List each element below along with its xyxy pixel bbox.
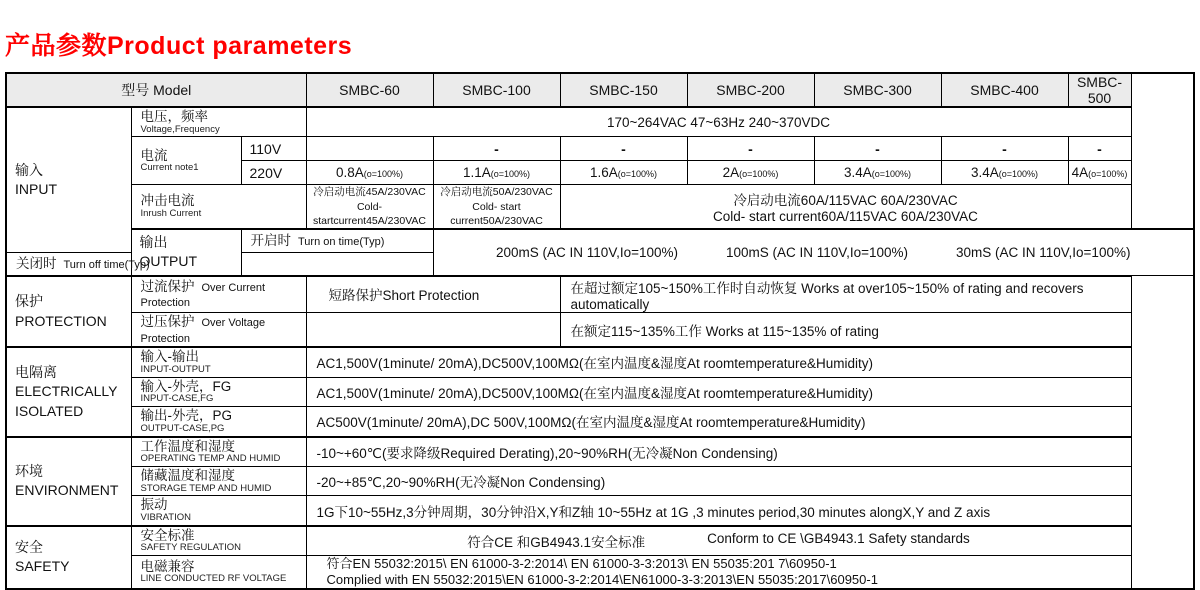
over-current-label: 过流保护 Over Current Protection <box>131 276 306 313</box>
current-label: 电流 Current note1 <box>131 137 241 185</box>
page-title: 产品参数Product parameters <box>5 32 353 60</box>
product-parameters-table <box>5 72 1195 590</box>
model-col-smbc-300: SMBC-300 <box>814 73 941 107</box>
row-input-output <box>6 347 1194 377</box>
model-col-smbc-100: SMBC-100 <box>433 73 560 107</box>
storage-temp-value: -20~+85℃,20~90%RH(无冷凝Non Condensing) <box>306 467 1131 496</box>
row-operating-temp <box>6 437 1194 467</box>
section-safety: 安全 SAFETY <box>6 526 131 589</box>
row-current-110v <box>6 137 1194 161</box>
row-inrush-current <box>6 185 1194 229</box>
output-case-label: 输出-外壳，PG OUTPUT-CASE,PG <box>131 407 306 437</box>
row-output-case <box>6 407 1194 437</box>
current-110v-cell: - <box>814 137 941 161</box>
input-output-label: 输入-输出 INPUT-OUTPUT <box>131 347 306 377</box>
model-col-smbc-150: SMBC-150 <box>560 73 687 107</box>
inrush-rest-cell: 冷启动电流60A/115VAC 60A/230VAC Cold- start current60A/115VAC 60A/230VAC <box>560 185 1131 229</box>
over-voltage-empty-cell <box>306 312 560 347</box>
section-input-en: INPUT <box>15 181 57 198</box>
output-case-value: AC500V(1minute/ 20mA),DC 500V,100MΩ(在室内温度&湿度At roomtemperature&Humidity) <box>306 407 1131 437</box>
table-header-row <box>6 73 1194 107</box>
input-case-value: AC1,500V(1minute/ 20mA),DC500V,100MΩ(在室内温度&湿度At roomtemperature&Humidity) <box>306 377 1131 406</box>
over-voltage-value: 在额定115~135%工作 Works at 115~135% of rating <box>560 312 1131 347</box>
vibration-label: 振动 VIBRATION <box>131 496 306 526</box>
current-220v-cell: 4A(o=100%) <box>1068 161 1131 185</box>
inrush-current-label: 冲击电流 Inrush Current <box>131 185 306 229</box>
vibration-value: 1G下10~55Hz,3分钟周期，30分钟沿X,Y和Z轴 10~55Hz at 1G ,3 minutes period,30 minutes alongX,Y and Z axis <box>306 496 1131 526</box>
section-input-zh: 输入 <box>15 161 43 178</box>
current-110v-cell: - <box>433 137 560 161</box>
current-220v-cell: 1.1A(o=100%) <box>433 161 560 185</box>
input-output-value: AC1,500V(1minute/ 20mA),DC500V,100MΩ(在室内温度&湿度At roomtemperature&Humidity) <box>306 347 1131 377</box>
current-110v-cell: - <box>560 137 687 161</box>
row-turn-on-time <box>6 229 1194 253</box>
turn-on-time-label: 开启时 Turn on time(Typ) <box>241 229 433 253</box>
current-110v-cell: - <box>687 137 814 161</box>
current-220v-cell: 2A(o=100%) <box>687 161 814 185</box>
section-environment: 环境 ENVIRONMENT <box>6 437 131 526</box>
short-protection-value: 短路保护Short Protection <box>306 276 560 313</box>
current-220v-cell: 3.4A(o=100%) <box>814 161 941 185</box>
row-voltage-frequency <box>6 107 1194 137</box>
safety-regulation-value: 符合CE 和GB4943.1安全标准 Conform to CE \GB4943.1 Safety standards <box>306 526 1131 556</box>
safety-regulation-label: 安全标准 SAFETY REGULATION <box>131 526 306 556</box>
current-220v-label: 220V <box>241 161 306 185</box>
operating-temp-value: -10~+60℃(要求降级Required Derating),20~90%RH(无冷凝Non Condensing) <box>306 437 1131 467</box>
current-110v-cell: - <box>1068 137 1131 161</box>
emc-value: 符合EN 55032:2015\ EN 61000-3-2:2014\ EN 61000-3-3:2013\ EN 55035:201 7\60950-1 Complied with EN 55032:2015\EN 61000-3-2:2014\EN61000-3-3:2013\EN 55035:2017\60950-1 <box>306 556 1131 589</box>
emc-label: 电磁兼容 LINE CONDUCTED RF VOLTAGE <box>131 556 306 589</box>
over-voltage-label: 过压保护 Over Voltage Protection <box>131 312 306 347</box>
inrush-smbc60-cell: 冷启动电流45A/230VAC Cold-startcurrent45A/230VAC <box>306 185 433 229</box>
current-220v-cell: 0.8A(o=100%) <box>306 161 433 185</box>
input-case-label: 输入-外壳，FG INPUT-CASE,FG <box>131 377 306 406</box>
current-220v-cell: 1.6A(o=100%) <box>560 161 687 185</box>
model-col-smbc-500: SMBC-500 <box>1068 73 1131 107</box>
storage-temp-label: 储藏温度和湿度 STORAGE TEMP AND HUMID <box>131 467 306 496</box>
operating-temp-label: 工作温度和湿度 OPERATING TEMP AND HUMID <box>131 437 306 467</box>
row-emc <box>6 556 1194 589</box>
row-storage-temp <box>6 467 1194 496</box>
over-current-value: 在超过额定105~150%工作时自动恢复 Works at over105~150% of rating and recovers automatically <box>560 276 1131 313</box>
voltage-frequency-value: 170~264VAC 47~63Hz 240~370VDC <box>306 107 1131 137</box>
row-over-voltage <box>6 312 1194 347</box>
row-vibration <box>6 496 1194 526</box>
model-header-cell: 型号 Model <box>6 73 306 107</box>
current-110v-cell <box>306 137 433 161</box>
current-110v-label: 110V <box>241 137 306 161</box>
section-isolation: 电隔离 ELECTRICALLY ISOLATED <box>6 347 131 436</box>
model-col-smbc-400: SMBC-400 <box>941 73 1068 107</box>
inrush-smbc100-cell: 冷启动电流50A/230VAC Cold- start current50A/230VAC <box>433 185 560 229</box>
current-110v-cell: - <box>941 137 1068 161</box>
voltage-frequency-label: 电压，频率 Voltage,Frequency <box>131 107 306 137</box>
row-over-current <box>6 276 1194 313</box>
section-input <box>6 107 131 253</box>
model-col-smbc-60: SMBC-60 <box>306 73 433 107</box>
row-input-case <box>6 377 1194 406</box>
turn-off-time-label: 关闭时 Turn off time(Typ) <box>6 253 241 276</box>
row-safety-regulation <box>6 526 1194 556</box>
model-col-smbc-200: SMBC-200 <box>687 73 814 107</box>
current-220v-cell: 3.4A(o=100%) <box>941 161 1068 185</box>
on-off-time-value: 200mS (AC IN 110V,Io=100%) 100mS (AC IN 110V,Io=100%) 30mS (AC IN 110V,Io=100%) <box>433 229 1194 276</box>
section-output: 输出 OUTPUT <box>131 229 241 276</box>
section-protection: 保护 PROTECTION <box>6 276 131 347</box>
